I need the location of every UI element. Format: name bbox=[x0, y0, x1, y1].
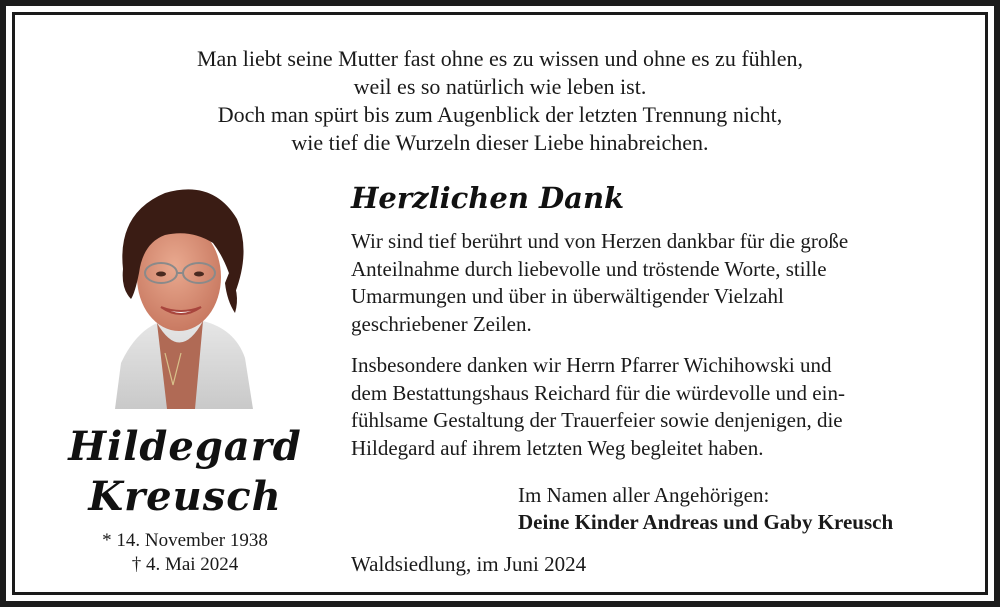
signature-intro: Im Namen aller Angehörigen: bbox=[518, 483, 770, 507]
notice-border bbox=[12, 12, 988, 595]
paragraph-line: Hildegard auf ihrem letzten Weg begleitet haben. bbox=[351, 435, 764, 460]
paragraph-line: fühlsame Gestaltung der Trauerfeier sowie denjenigen, die bbox=[351, 408, 843, 432]
signature-names: Deine Kinder Andreas und Gaby Kreusch bbox=[518, 510, 894, 534]
quote-line: Man liebt seine Mutter fast ohne es zu wissen und ohne es zu fühlen, bbox=[196, 46, 804, 71]
deceased-first-name: Hildegard bbox=[68, 423, 302, 470]
thanks-paragraph-1 bbox=[351, 228, 971, 338]
deceased-last-name: Kreusch bbox=[88, 473, 282, 520]
quote-line: Doch man spürt bis zum Augenblick der letzten Trennung nicht, bbox=[217, 102, 783, 127]
paragraph-line: dem Bestattungshaus Reichard für die würdevolle und ein- bbox=[351, 380, 845, 405]
death-date: † 4. Mai 2024 bbox=[131, 554, 239, 575]
notice-card bbox=[6, 6, 994, 601]
place-date: Waldsiedlung, im Juni 2024 bbox=[351, 552, 587, 576]
quote-line: wie tief die Wurzeln dieser Liebe hinabreichen. bbox=[291, 130, 709, 155]
paragraph-line: Umarmungen und über in überwältigender Vielzahl bbox=[351, 284, 784, 308]
thanks-heading: Herzlichen Dank bbox=[351, 181, 625, 215]
portrait-photo bbox=[95, 173, 265, 409]
thanks-paragraph-2 bbox=[351, 352, 971, 462]
birth-date: * 14. November 1938 bbox=[102, 530, 268, 551]
paragraph-line: geschriebener Zeilen. bbox=[351, 311, 532, 336]
memorial-quote bbox=[15, 45, 985, 157]
quote-line: weil es so natürlich wie leben ist. bbox=[353, 74, 647, 99]
paragraph-line: Wir sind tief berührt und von Herzen dankbar für die große bbox=[351, 229, 849, 253]
paragraph-line: Insbesondere danken wir Herrn Pfarrer Wichihowski und bbox=[351, 353, 832, 377]
paragraph-line: Anteilnahme durch liebevolle und tröstende Worte, stille bbox=[351, 256, 827, 281]
